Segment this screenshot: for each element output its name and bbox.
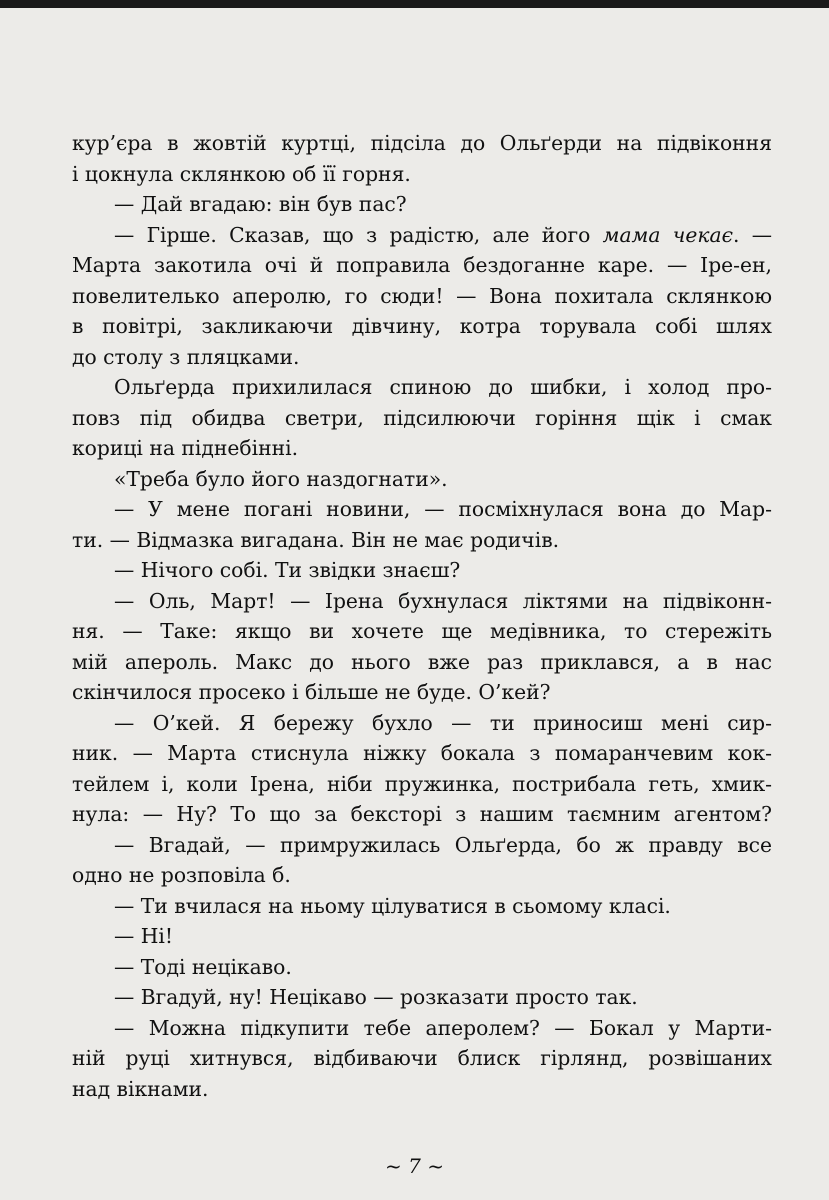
text-line: — Ти вчилася на ньому цілуватися в сьомому класі. (114, 893, 671, 918)
text-line: Ольґерда прихилилася спиною до шибки, і холод про- (114, 375, 772, 399)
text-line: ня. — Таке: якщо ви хочете ще медівника, то стережіть (72, 619, 772, 643)
text-line: ти. — Відмазка вигадана. Він не має родичів. (72, 527, 560, 552)
body-text (72, 128, 772, 1104)
text-line: — Дай вгадаю: він був пас? (114, 192, 407, 216)
text-line: кориці на піднебінні. (72, 436, 299, 460)
text-line: до столу з пляцками. (72, 344, 300, 369)
text-line: — Ні! (114, 924, 174, 948)
text-line: — Можна підкупити тебе аперолем? — Бокал у Марти- (114, 1015, 772, 1040)
text-line: — Нічого собі. Ти звідки знаєш? (114, 558, 461, 582)
text-line: — Тоді нецікаво. (114, 954, 292, 979)
text-line: нула: — Ну? То що за бекстopі з нашим таємним агентом? (72, 802, 772, 826)
text-line: скінчилося просеко і більше не буде. О’кей? (72, 680, 551, 704)
emphasis: мама чекає (602, 222, 733, 247)
page-number: ~ 7 ~ (385, 1154, 444, 1178)
text-line: повелителько аперолю, го сюди! — Вона похитала склянкою (72, 283, 772, 308)
text-line: в повітрі, закликаючи дівчину, котра торувала собі шлях (72, 314, 772, 338)
text-line: — Вгадай, — примружилась Ольґерда, бо ж правду все (114, 832, 772, 857)
text-line: мій апероль. Макс до нього вже раз приклався, а в нас (72, 649, 772, 674)
text-line: одно не розповіла б. (72, 863, 291, 887)
text-line: повз під обидва светри, підсилюючи горіння щік і смак (72, 405, 772, 430)
text-line: — Гірше. Сказав, що з радістю, але його мама чекає. — (114, 222, 772, 247)
text-line: тейлем і, коли Ірена, ніби пружинка, пострибала геть, хмик- (72, 771, 772, 796)
text-line: ник. — Марта стиснула ніжку бокала з помаранчевим кок- (72, 741, 772, 765)
text-line: — Оль, Март! — Ірена бухнулася ліктями на підвіконн- (114, 588, 772, 613)
text-line: — Вгадуй, ну! Нецікаво — розказати просто так. (114, 985, 638, 1009)
text-line: — О’кей. Я бережу бухло — ти приносиш мені сир- (114, 710, 772, 735)
text-line: «Треба було його наздогнати». (114, 466, 448, 491)
text-line: ній руці хитнувся, відбиваючи блиск гірлянд, розвішаних (72, 1046, 772, 1070)
text-line: кур’єра в жовтій куртці, підсіла до Ольґерди на підвіконня (72, 131, 772, 155)
text-line: і цокнула склянкою об її горня. (72, 161, 411, 186)
text-line: над вікнами. (72, 1076, 209, 1101)
book-page (0, 8, 829, 1200)
text-line: — У мене погані новини, — посміхнулася вона до Мар- (114, 497, 772, 521)
text-line: Марта закотила очі й поправила бездоганне каре. — Іре-ен, (72, 253, 772, 277)
